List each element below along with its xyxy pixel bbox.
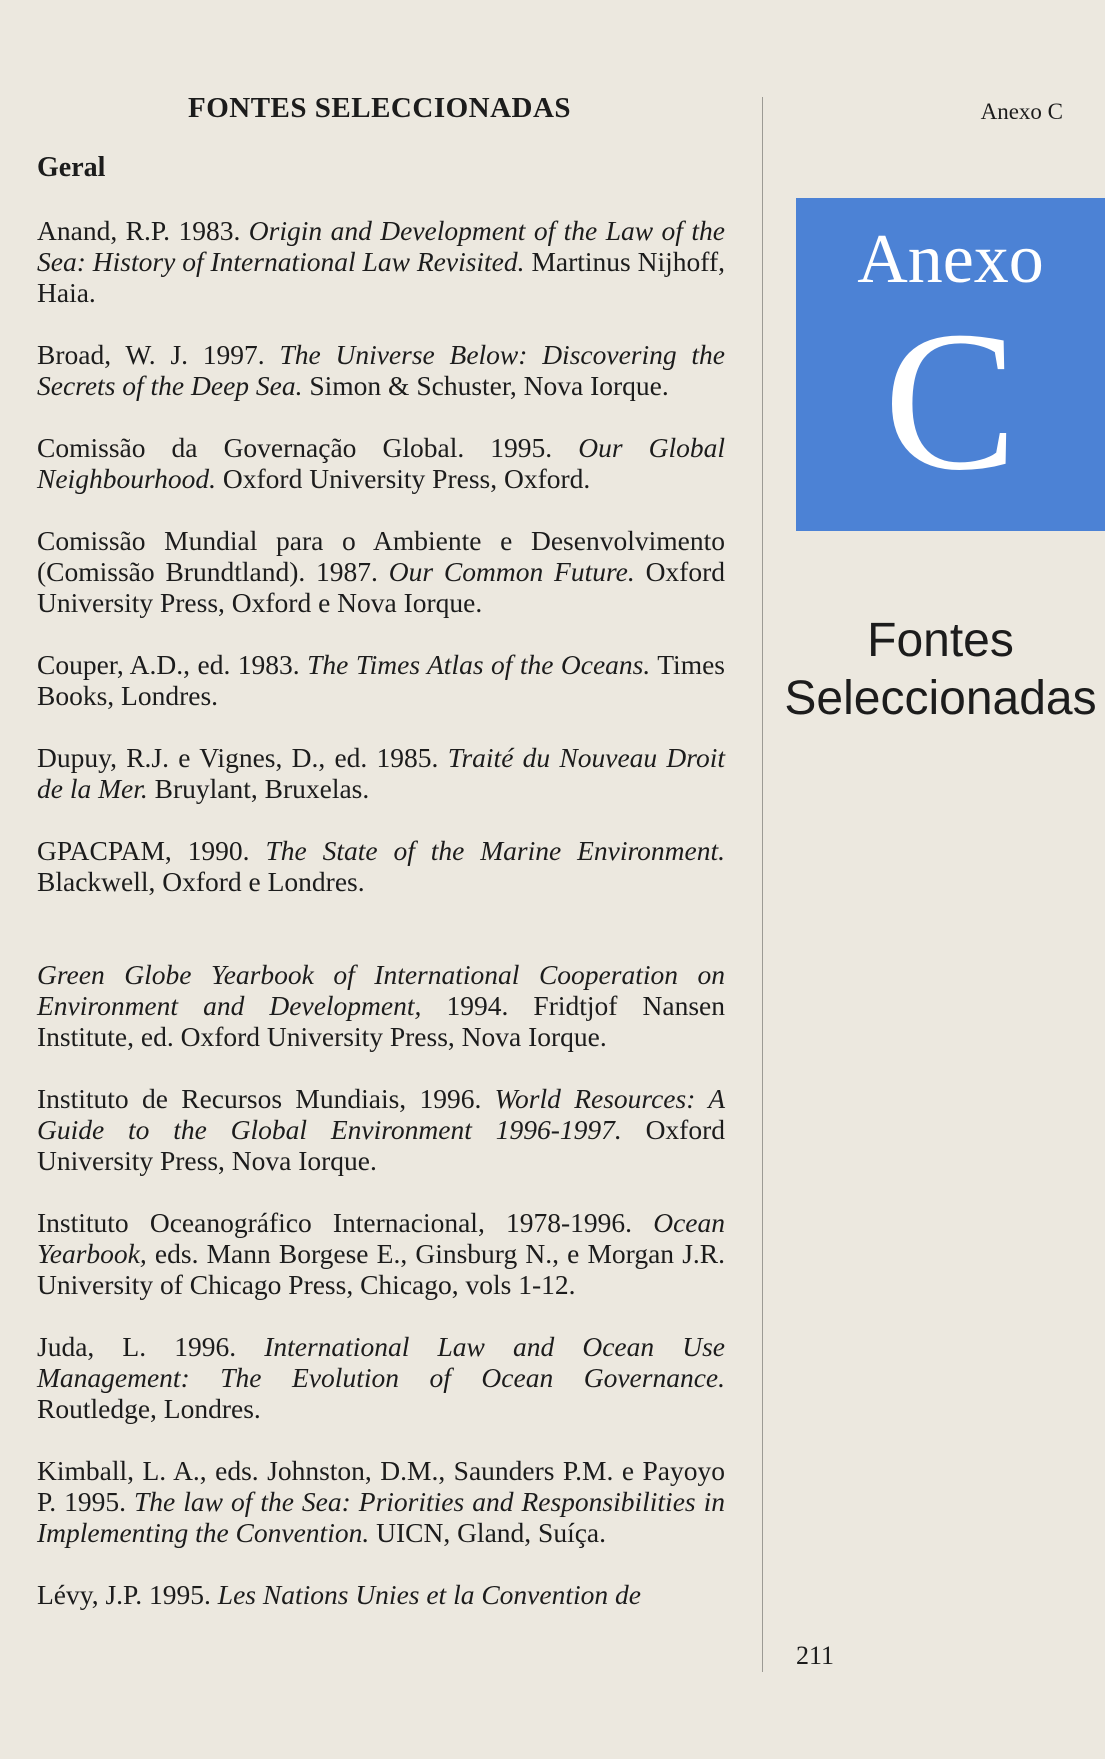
column-divider <box>762 97 763 1672</box>
annex-word: Anexo <box>857 221 1044 298</box>
reference-item: GPACPAM, 1990. The State of the Marine Environment. Blackwell, Oxford e Londres. <box>37 835 725 897</box>
reference-item: Juda, L. 1996. International Law and Ocean Use Management: The Evolution of Ocean Governance. Routledge, Londres. <box>37 1331 725 1424</box>
section-title-line: Fontes <box>867 614 1014 667</box>
reference-item: Broad, W. J. 1997. The Universe Below: Discovering the Secrets of the Deep Sea. Simon & Schuster, Nova Iorque. <box>37 339 725 401</box>
reference-item: Green Globe Yearbook of International Cooperation on Environment and Development, 1994. Fridtjof Nansen Institute, ed. Oxford University Press, Nova Iorque. <box>37 959 725 1052</box>
reference-item: Instituto Oceanográfico Internacional, 1978-1996. Ocean Yearbook, eds. Mann Borgese E., Ginsburg N., e Morgan J.R. University of Chicago Press, Chicago, vols 1-12. <box>37 1207 725 1300</box>
section-title-line: Seleccionadas <box>784 672 1097 725</box>
section-title <box>776 612 1105 728</box>
reference-item: Couper, A.D., ed. 1983. The Times Atlas of the Oceans. Times Books, Londres. <box>37 649 725 711</box>
page-number: 211 <box>796 1641 835 1670</box>
reference-item: Lévy, J.P. 1995. Les Nations Unies et la Convention de <box>37 1579 641 1610</box>
reference-list <box>37 215 725 1641</box>
running-header: Anexo C <box>980 99 1063 124</box>
reference-item: Dupuy, R.J. e Vignes, D., ed. 1985. Traité du Nouveau Droit de la Mer. Bruylant, Bruxelas. <box>37 742 725 804</box>
section-heading: Geral <box>37 152 106 183</box>
annex-letter: C <box>883 291 1018 512</box>
reference-item: Comissão da Governação Global. 1995. Our Global Neighbourhood. Oxford University Press, Oxford. <box>37 432 725 494</box>
reference-item: Kimball, L. A., eds. Johnston, D.M., Saunders P.M. e Payoyo P. 1995. The law of the Sea: Priorities and Responsibilities in Implementing the Convention. UICN, Gland, Suíça. <box>37 1455 725 1548</box>
reference-item: Instituto de Recursos Mundiais, 1996. World Resources: A Guide to the Global Environment 1996-1997. Oxford University Press, Nova Iorque. <box>37 1083 725 1176</box>
annex-label-block <box>796 198 1105 531</box>
reference-item: Anand, R.P. 1983. Origin and Development of the Law of the Sea: History of International Law Revisited. Martinus Nijhoff, Haia. <box>37 215 726 308</box>
reference-item: Comissão Mundial para o Ambiente e Desenvolvimento (Comissão Brundtland). 1987. Our Common Future. Oxford University Press, Oxford e Nova Iorque. <box>37 525 725 618</box>
page-title: FONTES SELECCIONADAS <box>188 92 572 124</box>
